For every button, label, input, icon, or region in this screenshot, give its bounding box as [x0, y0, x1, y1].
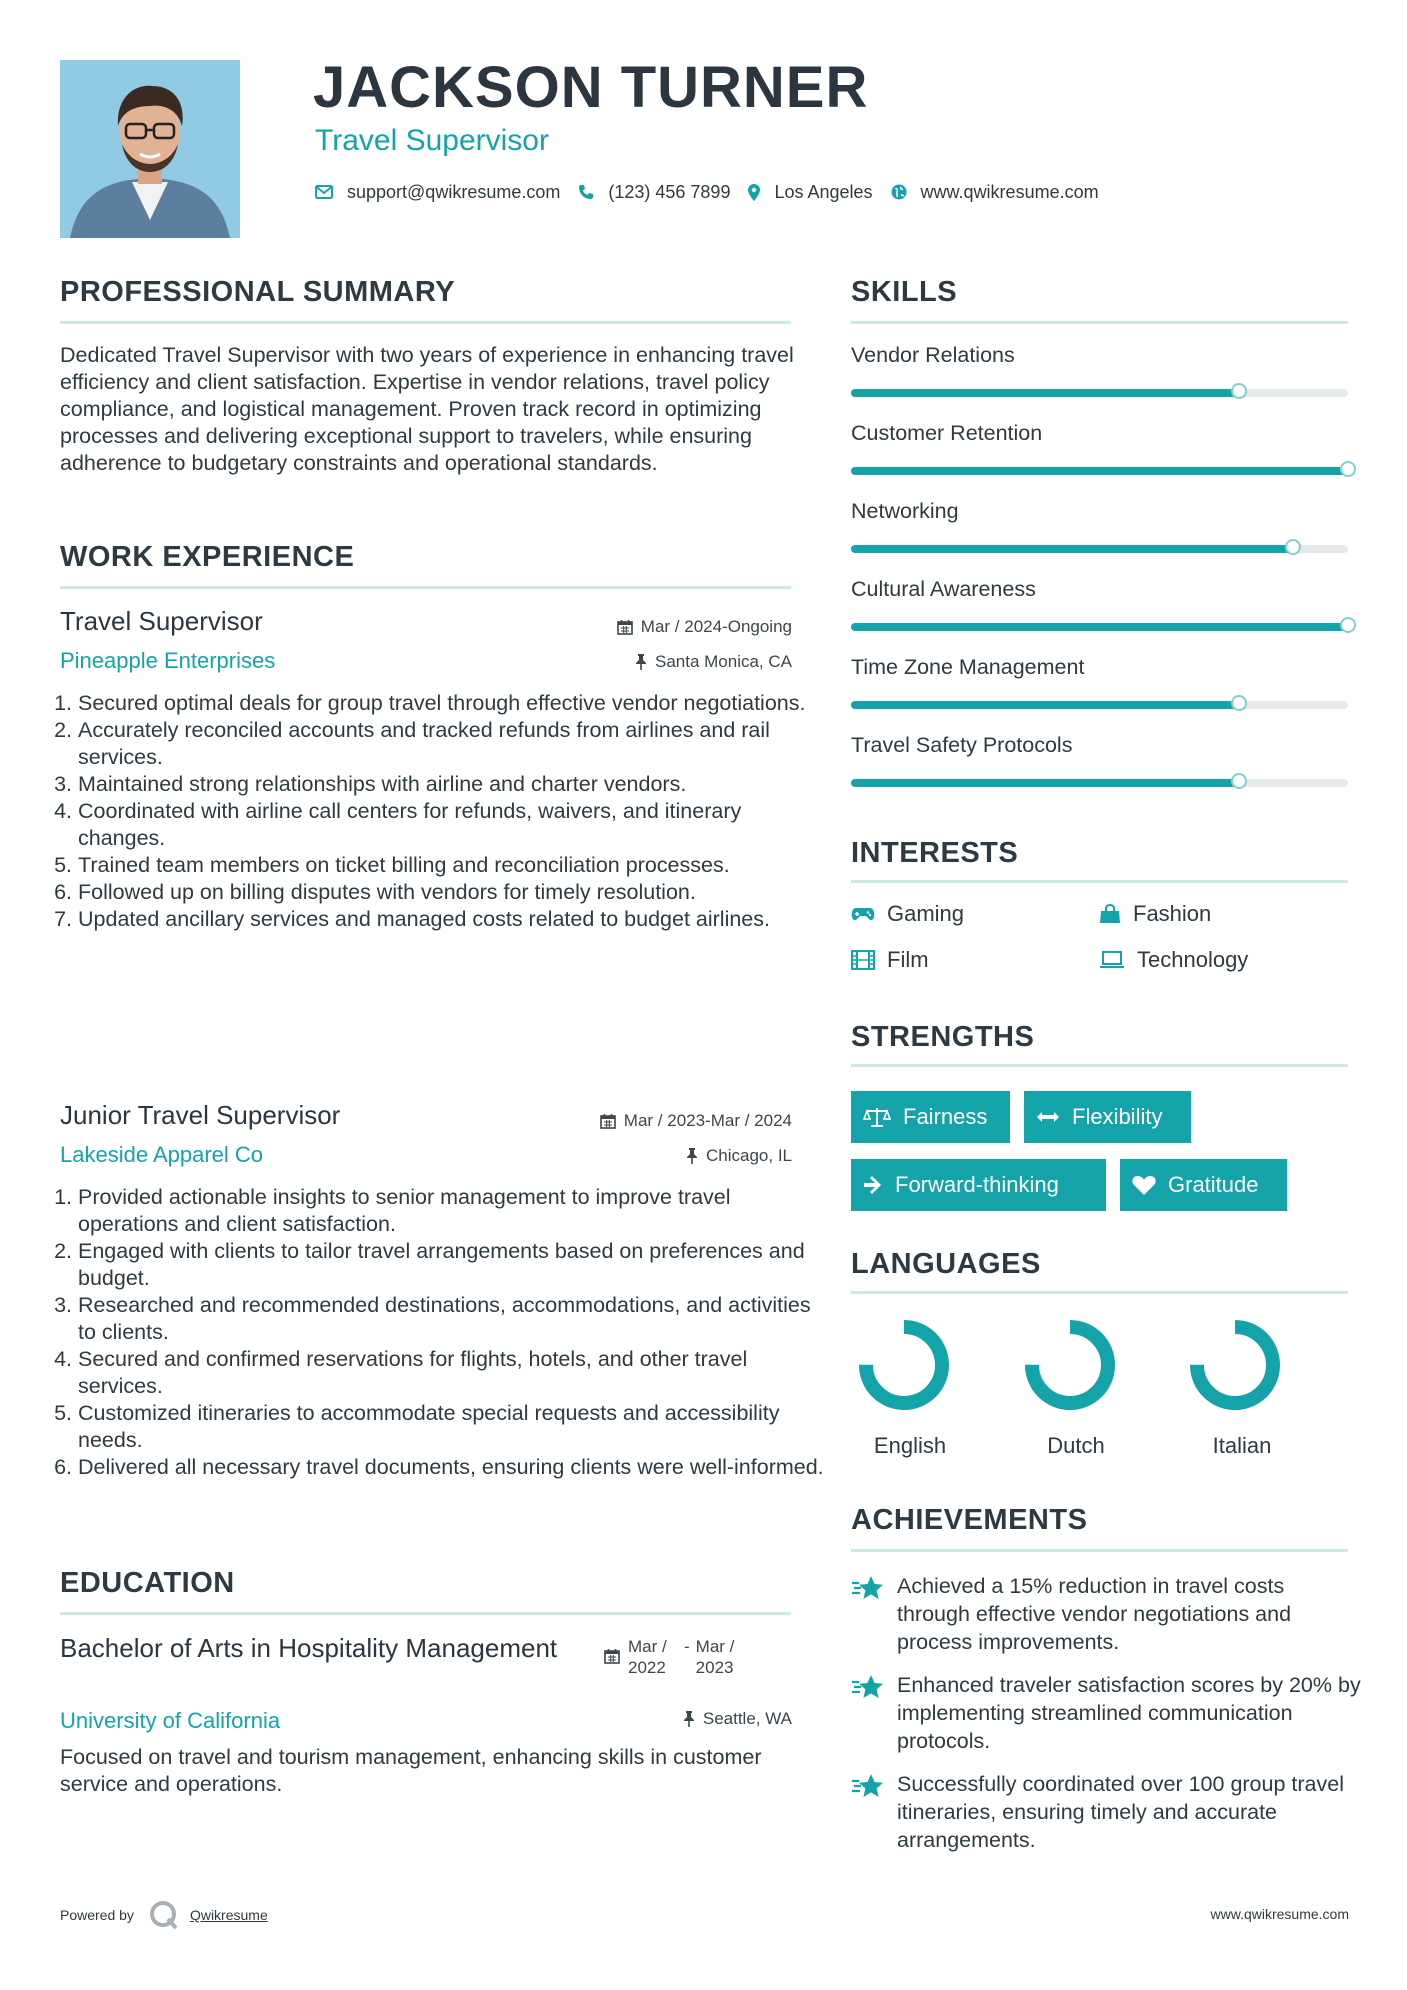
strength-label: Flexibility: [1072, 1104, 1163, 1129]
film-icon: [851, 950, 875, 970]
strength-label: Gratitude: [1168, 1172, 1259, 1197]
degree-title: Bachelor of Arts in Hospitality Management: [60, 1633, 558, 1663]
skills-divider: [851, 321, 1348, 324]
laptop-icon: [1099, 951, 1125, 969]
education-heading: EDUCATION: [60, 1567, 235, 1599]
skill-bar-fill: [851, 545, 1293, 553]
interest-item: [851, 947, 929, 973]
languages-divider: [851, 1291, 1348, 1294]
summary-divider: [60, 321, 791, 324]
language-name: Dutch: [1047, 1433, 1105, 1458]
skills-heading: SKILLS: [851, 276, 958, 308]
contact-bar: [315, 180, 1117, 204]
heart-icon: [1132, 1175, 1156, 1195]
calendar-icon: [600, 1113, 616, 1129]
skill-bar: [851, 701, 1348, 709]
job-dates-text: Mar / 2023-Mar / 2024: [623, 1111, 792, 1130]
skill-bar: [851, 389, 1348, 397]
list-item: 5. Trained team members on ticket billing and reconciliation processes.: [78, 852, 828, 879]
profile-photo: [60, 60, 240, 238]
phone-icon: [578, 184, 594, 200]
powered-by-text: Powered by: [60, 1907, 134, 1923]
strength-tag: [1120, 1159, 1287, 1211]
skill-bar-knob: [1340, 617, 1356, 633]
interest-item: [1099, 947, 1248, 973]
school-name: University of California: [60, 1708, 281, 1733]
skill-name: Travel Safety Protocols: [851, 733, 1073, 757]
language-level-ring: [1189, 1319, 1281, 1411]
job-location-text: Santa Monica, CA: [654, 652, 792, 671]
job-bullets: [52, 690, 828, 933]
list-item: 7. Updated ancillary services and managed costs related to budget airlines.: [78, 906, 828, 933]
skill-bar-fill: [851, 623, 1348, 631]
interest-label: Fashion: [1133, 901, 1212, 926]
language-level-ring: [858, 1319, 950, 1411]
strengths-divider: [851, 1064, 1348, 1067]
job-dates-text: Mar / 2024-Ongoing: [640, 617, 792, 636]
star-icon: [851, 1574, 885, 1602]
achievements-divider: [851, 1549, 1348, 1552]
achievement-text: Achieved a 15% reduction in travel costs through effective vendor negotiations and process improvements.: [897, 1574, 1292, 1654]
skill-bar-fill: [851, 389, 1239, 397]
person-avatar-icon: [60, 60, 240, 238]
experience-heading: WORK EXPERIENCE: [60, 541, 355, 573]
strengths-heading: STRENGTHS: [851, 1021, 1035, 1053]
language-name: Italian: [1212, 1433, 1272, 1458]
arrows-horizontal-icon: [1036, 1111, 1060, 1123]
contact-email-text: support@qwikresume.com: [347, 181, 561, 202]
contact-location: [748, 182, 872, 203]
education-divider: [60, 1612, 791, 1615]
candidate-name: JACKSON TURNER: [313, 55, 869, 120]
languages-heading: LANGUAGES: [851, 1248, 1041, 1280]
gamepad-icon: [851, 906, 875, 922]
calendar-icon: [617, 619, 633, 635]
skill-bar-knob: [1231, 695, 1247, 711]
balance-scale-icon: [863, 1106, 891, 1128]
skill-name: Customer Retention: [851, 421, 1043, 445]
strength-tag: [851, 1159, 1106, 1211]
achievement-item: [851, 1671, 1361, 1755]
list-item: 5. Customized itineraries to accommodate special requests and accessibility needs.: [78, 1400, 828, 1454]
interests-divider: [851, 880, 1348, 883]
summary-text: Dedicated Travel Supervisor with two years of experience in enhancing travel efficiency and client satisfaction. Expertise in vendor relations, travel policy compliance, and logistical management. Proven track record in optimizing processes and delivering exceptional support to travelers, while ensuring adherence to budgetary constraints and operational standards.: [60, 343, 794, 475]
contact-email[interactable]: [315, 182, 560, 203]
education-location: [683, 1709, 792, 1729]
candidate-title: Travel Supervisor: [315, 124, 549, 157]
skill-bar: [851, 545, 1348, 553]
job-bullets: [52, 1184, 828, 1481]
education-location-text: Seattle, WA: [702, 1709, 792, 1728]
contact-phone-text: (123) 456 7899: [608, 181, 731, 202]
interest-label: Gaming: [887, 901, 965, 926]
job-title: Travel Supervisor: [60, 606, 263, 636]
calendar-icon: [604, 1648, 620, 1664]
contact-location-text: Los Angeles: [774, 181, 873, 202]
list-item: 3. Researched and recommended destinations, accommodations, and activities to clients.: [78, 1292, 828, 1346]
job-location: [686, 1146, 792, 1166]
contact-website[interactable]: [891, 182, 1099, 203]
job-location: [635, 652, 792, 672]
star-icon: [851, 1772, 885, 1800]
arrow-right-icon: [863, 1176, 883, 1194]
shopping-bag-icon: [1099, 904, 1121, 924]
pushpin-icon: [683, 1711, 695, 1727]
job-dates: [600, 1111, 792, 1131]
skill-bar: [851, 467, 1348, 475]
brand-link[interactable]: Qwikresume: [189, 1907, 268, 1923]
education-description: Focused on travel and tourism management, enhancing skills in customer service and operations.: [60, 1745, 762, 1796]
strength-label: Forward-thinking: [895, 1172, 1059, 1197]
list-item: 6. Delivered all necessary travel documents, ensuring clients were well-informed.: [78, 1454, 828, 1481]
list-item: 2. Accurately reconciled accounts and tracked refunds from airlines and rail services.: [78, 717, 828, 771]
interest-label: Technology: [1137, 947, 1249, 972]
skill-bar-knob: [1285, 539, 1301, 555]
list-item: 4. Coordinated with airline call centers for refunds, waivers, and itinerary changes.: [78, 798, 828, 852]
list-item: 2. Engaged with clients to tailor travel arrangements based on preferences and budget.: [78, 1238, 828, 1292]
star-icon: [851, 1673, 885, 1701]
skill-name: Vendor Relations: [851, 343, 1015, 367]
interest-item: [851, 901, 964, 927]
contact-phone[interactable]: [578, 182, 730, 203]
skill-name: Networking: [851, 499, 959, 523]
contact-website-text: www.qwikresume.com: [920, 181, 1099, 202]
list-item: 4. Secured and confirmed reservations for flights, hotels, and other travel services.: [78, 1346, 828, 1400]
interests-heading: INTERESTS: [851, 837, 1019, 869]
job-company: Pineapple Enterprises: [60, 648, 276, 673]
language-level-ring: [1024, 1319, 1116, 1411]
pushpin-icon: [686, 1148, 698, 1164]
footer-powered-by: [60, 1900, 268, 1930]
achievements-heading: ACHIEVEMENTS: [851, 1504, 1088, 1536]
envelope-icon: [315, 185, 333, 199]
job-dates: [617, 617, 792, 637]
date-separator: -: [684, 1637, 690, 1656]
map-pin-icon: [748, 184, 760, 201]
pushpin-icon: [635, 654, 647, 670]
strength-tag: [1024, 1091, 1191, 1143]
skill-bar-knob: [1340, 461, 1356, 477]
interest-label: Film: [887, 947, 929, 972]
list-item: 1. Secured optimal deals for group travel through effective vendor negotiations.: [78, 690, 828, 717]
skill-bar-fill: [851, 467, 1348, 475]
education-dates: [604, 1636, 748, 1678]
experience-divider: [60, 586, 791, 589]
achievement-text: Successfully coordinated over 100 group travel itineraries, ensuring timely and accurate arrangements.: [897, 1772, 1344, 1852]
achievement-item: [851, 1572, 1361, 1656]
education-end: Mar / 2023: [695, 1637, 735, 1677]
interest-item: [1099, 901, 1211, 927]
language-name: English: [873, 1433, 947, 1458]
skill-name: Time Zone Management: [851, 655, 1085, 679]
skill-bar-fill: [851, 779, 1239, 787]
skill-bar-knob: [1231, 773, 1247, 789]
job-title: Junior Travel Supervisor: [60, 1100, 341, 1130]
skill-bar-fill: [851, 701, 1239, 709]
skill-bar: [851, 779, 1348, 787]
list-item: 3. Maintained strong relationships with airline and charter vendors.: [78, 771, 828, 798]
job-company: Lakeside Apparel Co: [60, 1142, 264, 1167]
achievement-item: [851, 1770, 1361, 1854]
globe-icon: [891, 184, 907, 200]
skill-bar: [851, 623, 1348, 631]
list-item: 6. Followed up on billing disputes with vendors for timely resolution.: [78, 879, 828, 906]
summary-heading: PROFESSIONAL SUMMARY: [60, 276, 456, 308]
skill-name: Cultural Awareness: [851, 577, 1036, 601]
footer-website[interactable]: www.qwikresume.com: [1210, 1906, 1349, 1922]
strength-tag: [851, 1091, 1010, 1143]
qwikresume-logo-icon: [148, 1900, 180, 1930]
education-start: Mar / 2022: [628, 1637, 667, 1677]
strength-label: Fairness: [903, 1104, 988, 1129]
skill-bar-knob: [1231, 383, 1247, 399]
achievement-text: Enhanced traveler satisfaction scores by 20% by implementing streamlined communication protocols.: [897, 1673, 1361, 1753]
job-location-text: Chicago, IL: [706, 1146, 792, 1165]
list-item: 1. Provided actionable insights to senior management to improve travel operations and client satisfaction.: [78, 1184, 828, 1238]
